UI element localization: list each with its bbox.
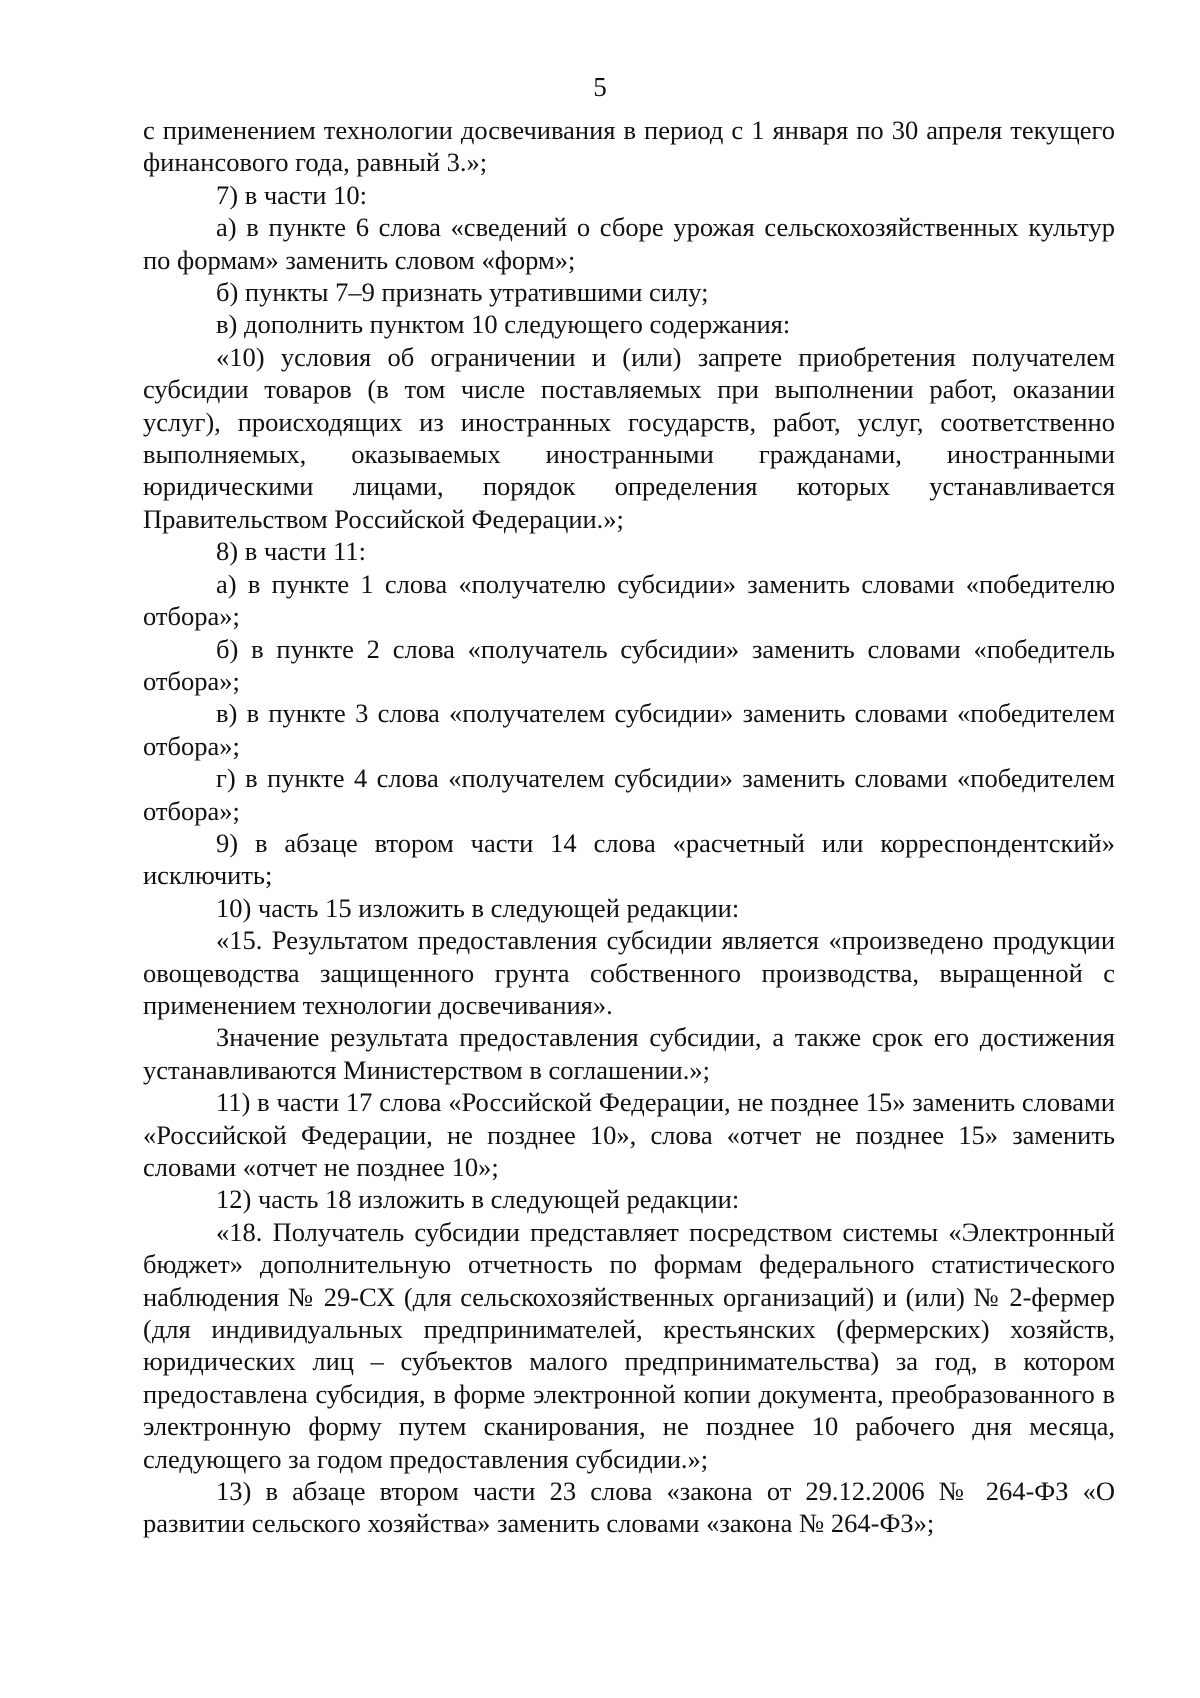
paragraph-item-12: 12) часть 18 изложить в следующей редакции: <box>216 1184 740 1215</box>
paragraph-quote-18: «18. Получатель субсидии представляет посредством системы «Электронный бюджет» дополнительную отчетность по формам федерального статистического наблюдения № 29-СХ (для сельскохозяйственных организаций) и (или) № 2-фермер (для индивидуальных предпринимателей, крестьянских (фермерских) хозяйств, юридических лиц – субъектов малого предпринимательства) за год, в котором предоставлена субсидия, в форме электронной копии документа, преобразованного в электронную форму путем сканирования, не позднее 10 рабочего дня месяца, следующего за годом предоставления субсидии.»; <box>143 1216 1115 1474</box>
paragraph-quote-10: «10) условия об ограничении и (или) запрете приобретения получателем субсидии товаров (в том числе поставляемых при выполнении работ, оказании услуг), происходящих из иностранных государств, работ, услуг, соответственно выполняемых, оказываемых иностранными гражданами, иностранными юридическими лицами, порядок определения которых устанавливается Правительством Российской Федерации.»; <box>143 341 1115 534</box>
paragraph-item-13: 13) в абзаце втором части 23 слова «закона от 29.12.2006 № 264-ФЗ «О развитии сельского хозяйства» заменить словами «закона № 264-ФЗ»; <box>143 1476 1115 1539</box>
paragraph-result-value: Значение результата предоставления субсидии, а также срок его достижения устанавливаются Министерством в соглашении.»; <box>143 1022 1115 1085</box>
paragraph-item-9: 9) в абзаце втором части 14 слова «расчетный или корреспондентский» исключить; <box>143 827 1115 891</box>
paragraph-item-7b: б) пункты 7–9 признать утратившими силу; <box>216 277 709 308</box>
paragraph-item-10: 10) часть 15 изложить в следующей редакции: <box>216 892 740 923</box>
paragraph-item-8a: а) в пункте 1 слова «получателю субсидии» заменить словами «победителю отбора»; <box>143 568 1115 632</box>
paragraph-item-8: 8) в части 11: <box>216 536 366 567</box>
paragraph-item-7a: а) в пункте 6 слова «сведений о сборе урожая сельскохозяйственных культур по формам» заменить словом «форм»; <box>143 212 1115 275</box>
paragraph-item-8g: г) в пункте 4 слова «получателем субсидии» заменить словами «победителем отбора»; <box>143 763 1115 826</box>
paragraph-item-8b: б) в пункте 2 слова «получатель субсидии» заменить словами «победитель отбора»; <box>143 633 1115 696</box>
page-number: 5 <box>593 72 607 102</box>
paragraph-quote-15: «15. Результатом предоставления субсидии является «произведено продукции овощеводства защищенного грунта собственного производства, выращенной с применением технологии досвечивания». <box>143 925 1115 1020</box>
paragraph-item-11: 11) в части 17 слова «Российской Федерации, не позднее 15» заменить словами «Российской Федерации, не позднее 10», слова «отчет не позднее 15» заменить словами «отчет не позднее 10»; <box>143 1087 1115 1182</box>
document-body <box>143 114 1115 1540</box>
paragraph-item-8v: в) в пункте 3 слова «получателем субсидии» заменить словами «победителем отбора»; <box>143 698 1115 761</box>
paragraph-item-7v: в) дополнить пунктом 10 следующего содержания: <box>216 309 791 340</box>
paragraph-continuation: с применением технологии досвечивания в период с 1 января по 30 апреля текущего финансового года, равный 3.»; <box>143 115 1115 178</box>
paragraph-item-7: 7) в части 10: <box>216 179 367 210</box>
